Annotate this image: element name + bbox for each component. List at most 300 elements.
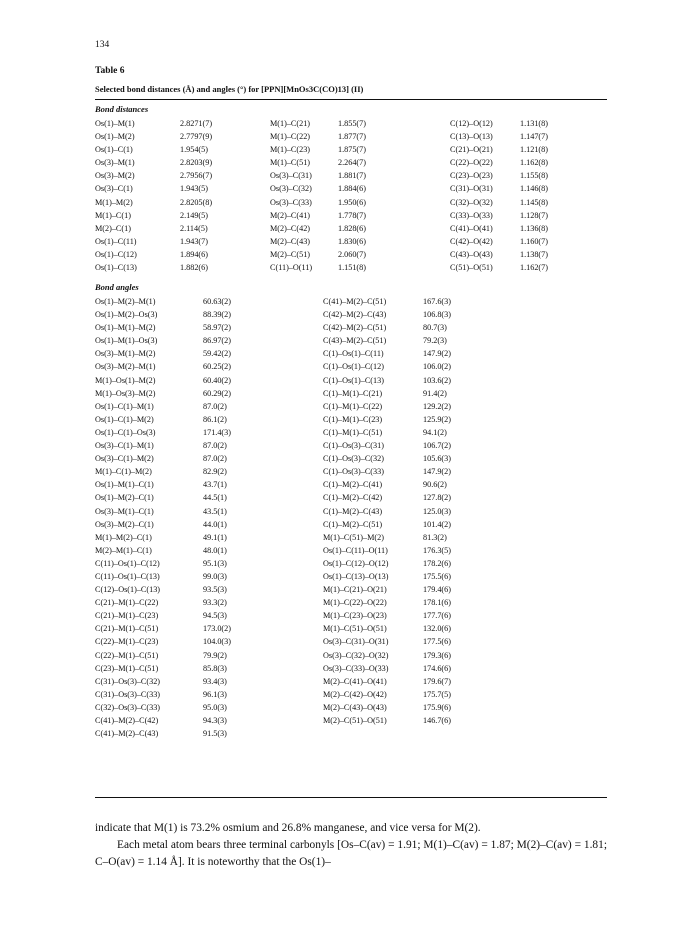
distance-value: 1.943(7)	[180, 236, 208, 246]
table-row	[450, 222, 548, 235]
angle-label: M(2)–M(1)–C(1)	[95, 545, 152, 555]
table-row	[270, 169, 366, 182]
distance-label: M(1)–C(22)	[270, 132, 311, 142]
angle-label: C(11)–Os(1)–C(13)	[95, 571, 160, 581]
table-row	[323, 544, 451, 557]
angle-label: Os(1)–C(1)–Os(3)	[95, 427, 156, 437]
table-row	[95, 518, 231, 531]
distance-value: 1.943(5)	[180, 184, 208, 194]
angle-value: 125.0(3)	[423, 506, 451, 516]
angle-value: 147.9(2)	[423, 349, 451, 359]
table-row	[270, 182, 366, 195]
angle-label: Os(3)–M(2)–C(1)	[95, 519, 154, 529]
angle-label: C(1)–Os(3)–C(31)	[323, 441, 384, 451]
table-row	[450, 143, 548, 156]
distance-value: 1.151(8)	[338, 263, 366, 273]
distance-value: 2.8271(7)	[180, 119, 213, 128]
table-row	[95, 308, 231, 321]
distance-column-3	[450, 117, 548, 274]
distance-value: 2.114(5)	[180, 223, 208, 233]
angle-label: M(2)–C(51)–O(51)	[323, 716, 387, 725]
distance-value: 1.881(7)	[338, 171, 366, 181]
angle-label: C(1)–Os(1)–C(12)	[323, 362, 384, 372]
angle-label: C(1)–Os(3)–C(32)	[323, 454, 384, 464]
table-row	[323, 583, 451, 596]
distance-label: M(1)–C(51)	[270, 158, 311, 168]
angle-column-2	[323, 295, 451, 727]
angle-label: M(1)–C(23)–O(23)	[323, 611, 387, 621]
angle-value: 103.6(2)	[423, 375, 451, 385]
angle-label: C(11)–Os(1)–C(12)	[95, 558, 160, 568]
table-row	[95, 635, 231, 648]
angle-label: Os(1)–C(1)–M(1)	[95, 401, 154, 411]
distance-label: M(1)–C(1)	[95, 210, 131, 220]
angle-value: 49.1(1)	[203, 532, 227, 542]
table-row	[323, 557, 451, 570]
angle-label: M(1)–C(51)–O(51)	[323, 624, 387, 634]
angle-value: 106.0(2)	[423, 362, 451, 372]
angle-label: Os(1)–C(12)–O(12)	[323, 558, 389, 568]
distance-label: M(2)–C(41)	[270, 210, 311, 220]
table-row	[270, 261, 366, 274]
angle-label: C(41)–M(2)–C(51)	[323, 297, 387, 306]
angle-label: C(1)–M(1)–C(51)	[323, 427, 383, 437]
distance-value: 1.162(7)	[520, 263, 548, 273]
angle-label: C(22)–M(1)–C(51)	[95, 650, 159, 660]
angle-value: 177.5(6)	[423, 637, 451, 647]
table-row	[270, 117, 366, 130]
angles-heading: Bond angles	[95, 282, 139, 292]
angle-value: 147.9(2)	[423, 467, 451, 477]
table-row	[95, 557, 231, 570]
table-row	[95, 347, 231, 360]
angle-label: Os(3)–M(2)–M(1)	[95, 362, 156, 372]
table-label: Table 6	[95, 66, 125, 76]
table-row	[323, 505, 451, 518]
distance-value: 1.147(7)	[520, 132, 548, 142]
angle-value: 178.2(6)	[423, 558, 451, 568]
distance-value: 1.882(6)	[180, 263, 208, 273]
table-row	[450, 182, 548, 195]
angle-label: M(1)–C(1)–M(2)	[95, 467, 152, 477]
angle-value: 93.3(2)	[203, 598, 227, 608]
angle-value: 179.4(6)	[423, 585, 451, 595]
angle-label: C(21)–M(1)–C(22)	[95, 598, 159, 608]
angle-value: 101.4(2)	[423, 519, 451, 529]
angle-label: C(1)–M(1)–C(21)	[323, 388, 383, 398]
page-number: 134	[95, 40, 110, 50]
angle-label: C(1)–M(2)–C(42)	[323, 493, 383, 503]
angle-label: Os(1)–M(1)–M(2)	[95, 323, 156, 333]
angle-value: 179.6(7)	[423, 676, 451, 686]
distance-label: Os(1)–C(12)	[95, 249, 137, 259]
angle-label: M(2)–C(41)–O(41)	[323, 676, 387, 686]
angle-value: 176.3(5)	[423, 545, 451, 555]
angle-label: C(31)–Os(3)–C(32)	[95, 676, 161, 686]
angle-label: C(32)–Os(3)–C(33)	[95, 702, 161, 712]
distance-value: 1.128(7)	[520, 210, 548, 220]
table-row	[95, 544, 231, 557]
table-row	[95, 130, 212, 143]
angle-value: 177.7(6)	[423, 611, 451, 621]
angle-value: 132.0(6)	[423, 624, 451, 634]
table-row	[323, 570, 451, 583]
table-row	[95, 248, 212, 261]
table-row	[95, 609, 231, 622]
body-text	[95, 820, 607, 871]
angle-label: Os(3)–M(1)–C(1)	[95, 506, 154, 516]
distance-value: 2.7956(7)	[180, 171, 213, 181]
table-row	[95, 465, 231, 478]
table-row	[270, 156, 366, 169]
table-row	[323, 491, 451, 504]
angle-value: 91.4(2)	[423, 388, 447, 398]
angle-value: 91.5(3)	[203, 729, 227, 739]
distance-value: 1.121(8)	[520, 145, 548, 155]
distance-label: M(2)–C(42)	[270, 223, 311, 233]
table-row	[323, 649, 451, 662]
table-row	[323, 635, 451, 648]
distance-value: 1.155(8)	[520, 171, 548, 181]
distance-label: Os(1)–M(2)	[95, 132, 135, 142]
angle-value: 178.1(6)	[423, 598, 451, 608]
table-row	[323, 452, 451, 465]
angle-label: C(23)–M(1)–C(51)	[95, 663, 159, 673]
table-row	[450, 248, 548, 261]
angle-label: C(1)–Os(3)–C(33)	[323, 467, 384, 477]
distance-value: 2.060(7)	[338, 249, 366, 259]
table-row	[323, 675, 451, 688]
table-row	[323, 413, 451, 426]
angle-value: 60.25(2)	[203, 362, 231, 372]
angle-label: C(12)–Os(1)–C(13)	[95, 585, 161, 595]
distance-label: C(43)–O(43)	[450, 249, 493, 259]
table-row	[95, 321, 231, 334]
angle-label: M(1)–C(22)–O(22)	[323, 598, 387, 608]
body-line-1: indicate that M(1) is 73.2% osmium and 26.8% manganese, and vice versa for M(2).	[95, 822, 481, 834]
table-row	[95, 570, 231, 583]
distance-column-1	[95, 117, 212, 274]
table-row	[270, 209, 366, 222]
table-row	[95, 360, 231, 373]
table-row	[323, 622, 451, 635]
distance-value: 1.877(7)	[338, 132, 366, 142]
table-row	[95, 675, 231, 688]
angle-value: 79.9(2)	[203, 650, 227, 660]
table-row	[450, 117, 548, 130]
distance-value: 1.830(6)	[338, 236, 366, 246]
angle-value: 175.7(5)	[423, 689, 451, 699]
table-row	[323, 478, 451, 491]
angle-label: M(1)–C(51)–M(2)	[323, 532, 384, 542]
angle-label: Os(3)–C(1)–M(1)	[95, 441, 154, 451]
angle-label: C(41)–M(2)–C(43)	[95, 729, 159, 739]
table-bottom-rule	[95, 797, 607, 798]
table-row	[323, 347, 451, 360]
distance-label: C(32)–O(32)	[450, 197, 493, 207]
angle-label: C(1)–Os(1)–C(11)	[323, 349, 384, 359]
angle-value: 173.0(2)	[203, 624, 231, 634]
distance-value: 1.145(8)	[520, 197, 548, 207]
table-row	[95, 235, 212, 248]
distance-value: 1.778(7)	[338, 210, 366, 220]
table-row	[95, 505, 231, 518]
table-row	[95, 727, 231, 740]
angle-label: M(1)–M(2)–C(1)	[95, 532, 152, 542]
angle-label: Os(3)–C(33)–O(33)	[323, 663, 389, 673]
table-row	[95, 374, 231, 387]
distance-value: 1.875(7)	[338, 145, 366, 155]
angle-value: 44.0(1)	[203, 519, 227, 529]
angle-label: M(1)–C(21)–O(21)	[323, 585, 387, 595]
table-row	[95, 261, 212, 274]
angle-value: 106.8(3)	[423, 310, 451, 320]
angle-label: C(41)–M(2)–C(42)	[95, 716, 159, 725]
table-row	[270, 143, 366, 156]
distance-label: M(2)–C(51)	[270, 249, 311, 259]
distance-label: M(1)–C(21)	[270, 119, 311, 128]
angle-label: C(21)–M(1)–C(23)	[95, 611, 159, 621]
distance-label: C(22)–O(22)	[450, 158, 493, 168]
angle-value: 88.39(2)	[203, 310, 231, 320]
table-row	[95, 222, 212, 235]
angle-value: 87.0(2)	[203, 454, 227, 464]
angle-value: 81.3(2)	[423, 532, 447, 542]
table-row	[95, 478, 231, 491]
table-row	[95, 143, 212, 156]
distance-label: C(21)–O(21)	[450, 145, 493, 155]
table-row	[95, 688, 231, 701]
table-row	[95, 156, 212, 169]
table-row	[270, 235, 366, 248]
angle-label: C(42)–M(2)–C(43)	[323, 310, 387, 320]
distance-label: Os(1)–C(11)	[95, 236, 137, 246]
angle-value: 43.5(1)	[203, 506, 227, 516]
angle-value: 44.5(1)	[203, 493, 227, 503]
angle-value: 85.8(3)	[203, 663, 227, 673]
distance-label: Os(3)–M(2)	[95, 171, 135, 181]
distance-label: C(12)–O(12)	[450, 119, 493, 128]
angle-value: 94.3(3)	[203, 716, 227, 725]
distance-value: 1.954(5)	[180, 145, 208, 155]
angle-label: Os(1)–C(11)–O(11)	[323, 545, 388, 555]
table-row	[95, 426, 231, 439]
table-row	[323, 596, 451, 609]
table-row	[450, 156, 548, 169]
table-row	[323, 295, 451, 308]
angle-value: 95.1(3)	[203, 558, 227, 568]
distance-label: Os(1)–M(1)	[95, 119, 135, 128]
table-row	[323, 321, 451, 334]
table-row	[95, 400, 231, 413]
table-row	[95, 583, 231, 596]
angle-value: 60.40(2)	[203, 375, 231, 385]
table-row	[95, 182, 212, 195]
table-row	[270, 222, 366, 235]
table-row	[95, 196, 212, 209]
angle-value: 95.0(3)	[203, 702, 227, 712]
table-row	[95, 649, 231, 662]
distance-label: C(33)–O(33)	[450, 210, 493, 220]
table-row	[450, 130, 548, 143]
angle-value: 175.5(6)	[423, 571, 451, 581]
table-row	[450, 169, 548, 182]
table-row	[323, 465, 451, 478]
angle-column-1	[95, 295, 231, 740]
angle-label: C(31)–Os(3)–C(33)	[95, 689, 161, 699]
angle-value: 171.4(3)	[203, 427, 231, 437]
table-row	[95, 622, 231, 635]
table-row	[323, 308, 451, 321]
table-row	[95, 531, 231, 544]
distance-label: M(1)–C(23)	[270, 145, 311, 155]
table-row	[323, 518, 451, 531]
table-row	[95, 413, 231, 426]
distance-label: C(23)–O(23)	[450, 171, 493, 181]
angle-label: M(1)–Os(3)–M(2)	[95, 388, 156, 398]
table-row	[323, 400, 451, 413]
table-row	[95, 714, 231, 727]
angle-label: Os(1)–C(1)–M(2)	[95, 414, 154, 424]
angle-value: 59.42(2)	[203, 349, 231, 359]
angle-label: M(2)–C(43)–O(43)	[323, 702, 387, 712]
angle-value: 99.0(3)	[203, 571, 227, 581]
angle-value: 60.29(2)	[203, 388, 231, 398]
distance-value: 1.894(6)	[180, 249, 208, 259]
distance-value: 2.7797(9)	[180, 132, 213, 142]
angle-value: 106.7(2)	[423, 441, 451, 451]
distance-value: 1.828(6)	[338, 223, 366, 233]
table-row	[323, 531, 451, 544]
table-row	[270, 248, 366, 261]
angle-value: 179.3(6)	[423, 650, 451, 660]
angle-label: Os(3)–C(1)–M(2)	[95, 454, 154, 464]
angle-label: Os(3)–C(31)–O(31)	[323, 637, 389, 647]
table-row	[450, 196, 548, 209]
distances-heading: Bond distances	[95, 104, 149, 114]
distance-label: Os(1)–C(1)	[95, 145, 133, 155]
angle-label: C(22)–M(1)–C(23)	[95, 637, 159, 647]
table-row	[323, 374, 451, 387]
table-row	[323, 334, 451, 347]
angle-value: 94.5(3)	[203, 611, 227, 621]
angle-value: 79.2(3)	[423, 336, 447, 346]
angle-value: 127.8(2)	[423, 493, 451, 503]
angle-label: Os(3)–C(32)–O(32)	[323, 650, 389, 660]
table-row	[95, 209, 212, 222]
angle-label: M(1)–Os(1)–M(2)	[95, 375, 156, 385]
table-row	[323, 714, 451, 727]
angle-label: C(21)–M(1)–C(51)	[95, 624, 159, 634]
table-row	[323, 662, 451, 675]
table-row	[95, 701, 231, 714]
angle-value: 87.0(2)	[203, 401, 227, 411]
distance-value: 1.131(8)	[520, 119, 548, 128]
table-row	[323, 609, 451, 622]
distance-label: M(1)–M(2)	[95, 197, 133, 207]
table-row	[95, 169, 212, 182]
angle-label: Os(1)–M(1)–Os(3)	[95, 336, 158, 346]
distance-column-2	[270, 117, 366, 274]
table-row	[95, 596, 231, 609]
table-row	[323, 387, 451, 400]
table-row	[95, 117, 212, 130]
distance-label: Os(3)–C(32)	[270, 184, 312, 194]
table-row	[450, 209, 548, 222]
table-row	[323, 439, 451, 452]
distance-label: Os(3)–C(31)	[270, 171, 312, 181]
table-row	[323, 701, 451, 714]
angle-label: C(1)–M(2)–C(41)	[323, 480, 383, 490]
angle-value: 48.0(1)	[203, 545, 227, 555]
angle-value: 82.9(2)	[203, 467, 227, 477]
angle-value: 105.6(3)	[423, 454, 451, 464]
table-row	[95, 295, 231, 308]
table-top-rule	[95, 99, 607, 100]
distance-value: 1.162(8)	[520, 158, 548, 168]
distance-label: Os(3)–C(33)	[270, 197, 312, 207]
distance-value: 1.146(8)	[520, 184, 548, 194]
distance-value: 2.8205(8)	[180, 197, 213, 207]
angle-label: Os(1)–M(2)–C(1)	[95, 493, 154, 503]
table-row	[270, 130, 366, 143]
distance-value: 2.264(7)	[338, 158, 366, 168]
angle-value: 174.6(6)	[423, 663, 451, 673]
angle-label: Os(1)–M(1)–C(1)	[95, 480, 154, 490]
angle-label: Os(1)–C(13)–O(13)	[323, 571, 389, 581]
distance-label: Os(3)–C(1)	[95, 184, 133, 194]
angle-value: 90.6(2)	[423, 480, 447, 490]
angle-label: C(1)–M(2)–C(51)	[323, 519, 383, 529]
table-row	[450, 235, 548, 248]
angle-value: 58.97(2)	[203, 323, 231, 333]
angle-value: 80.7(3)	[423, 323, 447, 333]
angle-value: 129.2(2)	[423, 401, 451, 411]
angle-value: 86.97(2)	[203, 336, 231, 346]
angle-value: 94.1(2)	[423, 427, 447, 437]
table-row	[95, 387, 231, 400]
table-row	[450, 261, 548, 274]
distance-label: C(41)–O(41)	[450, 223, 493, 233]
distance-label: C(51)–O(51)	[450, 263, 493, 273]
distance-value: 1.138(7)	[520, 249, 548, 259]
angle-value: 104.0(3)	[203, 637, 231, 647]
body-paragraph-2: Each metal atom bears three terminal carbonyls [Os–C(av) = 1.91; M(1)–C(av) = 1.87; M(2)–C(av) = 1.81; C–O(av) = 1.14 Å]. It is noteworthy that the Os(1)–	[95, 839, 607, 868]
table-row	[270, 196, 366, 209]
angle-label: Os(3)–M(1)–M(2)	[95, 349, 156, 359]
angle-value: 86.1(2)	[203, 414, 227, 424]
table-row	[95, 491, 231, 504]
angle-value: 146.7(6)	[423, 716, 451, 725]
angle-label: M(2)–C(42)–O(42)	[323, 689, 387, 699]
table-row	[323, 688, 451, 701]
table-row	[95, 439, 231, 452]
distance-label: C(11)–O(11)	[270, 263, 313, 273]
distance-value: 1.884(6)	[338, 184, 366, 194]
table-row	[95, 452, 231, 465]
table-row	[323, 360, 451, 373]
angle-value: 87.0(2)	[203, 441, 227, 451]
distance-value: 1.160(7)	[520, 236, 548, 246]
distance-value: 2.149(5)	[180, 210, 208, 220]
distance-value: 2.8203(9)	[180, 158, 213, 168]
angle-value: 93.4(3)	[203, 676, 227, 686]
distance-label: M(2)–C(1)	[95, 223, 131, 233]
distance-label: C(31)–O(31)	[450, 184, 493, 194]
angle-label: C(1)–M(1)–C(22)	[323, 401, 383, 411]
angle-value: 167.6(3)	[423, 297, 451, 306]
table-row	[323, 426, 451, 439]
